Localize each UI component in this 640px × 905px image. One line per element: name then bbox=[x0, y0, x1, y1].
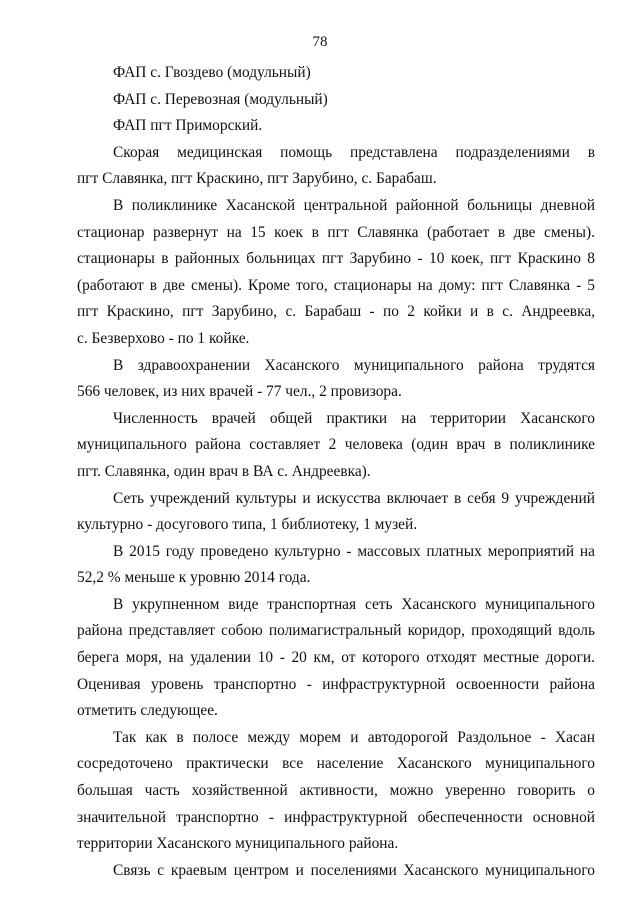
text-line: большая часть хозяйственной активности, можно уверенно говорить о bbox=[77, 782, 595, 800]
text-line: отметить следующее. bbox=[77, 702, 218, 720]
text-line: В укрупненном виде транспортная сеть Хасанского муниципального bbox=[113, 595, 595, 613]
text-line: значительной транспортно - инфраструктурной обеспеченности основной bbox=[77, 808, 595, 826]
text-line: Оценивая уровень транспортно - инфраструктурной освоенности района bbox=[77, 675, 595, 693]
text-line: пгт Краскино, пгт Зарубино, с. Барабаш - по 2 койки и в с. Андреевка, bbox=[77, 303, 595, 321]
text-line: сосредоточено практически все население Хасанского муниципального bbox=[77, 755, 595, 773]
text-line: берега моря, на удалении 10 - 20 км, от которого отходят местные дороги. bbox=[77, 649, 595, 667]
text-line: пгт Славянка, пгт Краскино, пгт Зарубино, с. Барабаш. bbox=[77, 170, 437, 188]
text-line: территории Хасанского муниципального района. bbox=[77, 835, 399, 853]
text-line: (работают в две смены). Кроме того, стационары на дому: пгт Славянка - 5 bbox=[77, 276, 595, 294]
text-line: Скорая медицинская помощь представлена подразделениями в bbox=[113, 143, 595, 161]
text-line: муниципального района составляет 2 человека (один врач в поликлинике bbox=[77, 436, 595, 454]
page-number: 78 bbox=[312, 34, 328, 50]
document-body bbox=[77, 60, 595, 884]
text-line: стационары в районных больницах пгт Зарубино - 10 коек, пгт Краскино 8 bbox=[77, 250, 595, 268]
text-line: 566 человек, из них врачей - 77 чел., 2 провизора. bbox=[77, 383, 402, 401]
text-line: Численность врачей общей практики на территории Хасанского bbox=[113, 409, 595, 427]
text-line: Так как в полосе между морем и автодорогой Раздольное - Хасан bbox=[113, 728, 595, 746]
text-line: ФАП пгт Приморский. bbox=[113, 117, 263, 135]
text-line: стационар развернут на 15 коек в пгт Славянка (работает в две смены). bbox=[77, 223, 595, 241]
text-line: Сеть учреждений культуры и искусства включает в себя 9 учреждений bbox=[113, 489, 595, 507]
text-line: ФАП с. Гвоздево (модульный) bbox=[113, 64, 311, 81]
text-line: пгт. Славянка, один врач в ВА с. Андреевка). bbox=[77, 462, 371, 480]
text-line: В здравоохранении Хасанского муниципального района трудятся bbox=[113, 356, 595, 374]
text-line: с. Безверхово - по 1 койке. bbox=[77, 329, 250, 347]
text-line: В 2015 году проведено культурно - массовых платных мероприятий на bbox=[113, 542, 595, 560]
text-line: ФАП с. Перевозная (модульный) bbox=[113, 90, 328, 108]
text-line: Связь с краевым центром и поселениями Хасанского муниципального bbox=[113, 861, 595, 879]
text-line: В поликлинике Хасанской центральной районной больницы дневной bbox=[113, 196, 595, 214]
text-line: 52,2 % меньше к уровню 2014 года. bbox=[77, 569, 311, 587]
text-line: культурно - досугового типа, 1 библиотеку, 1 музей. bbox=[77, 516, 418, 534]
text-line: района представляет собою полимагистральный коридор, проходящий вдоль bbox=[77, 622, 595, 640]
